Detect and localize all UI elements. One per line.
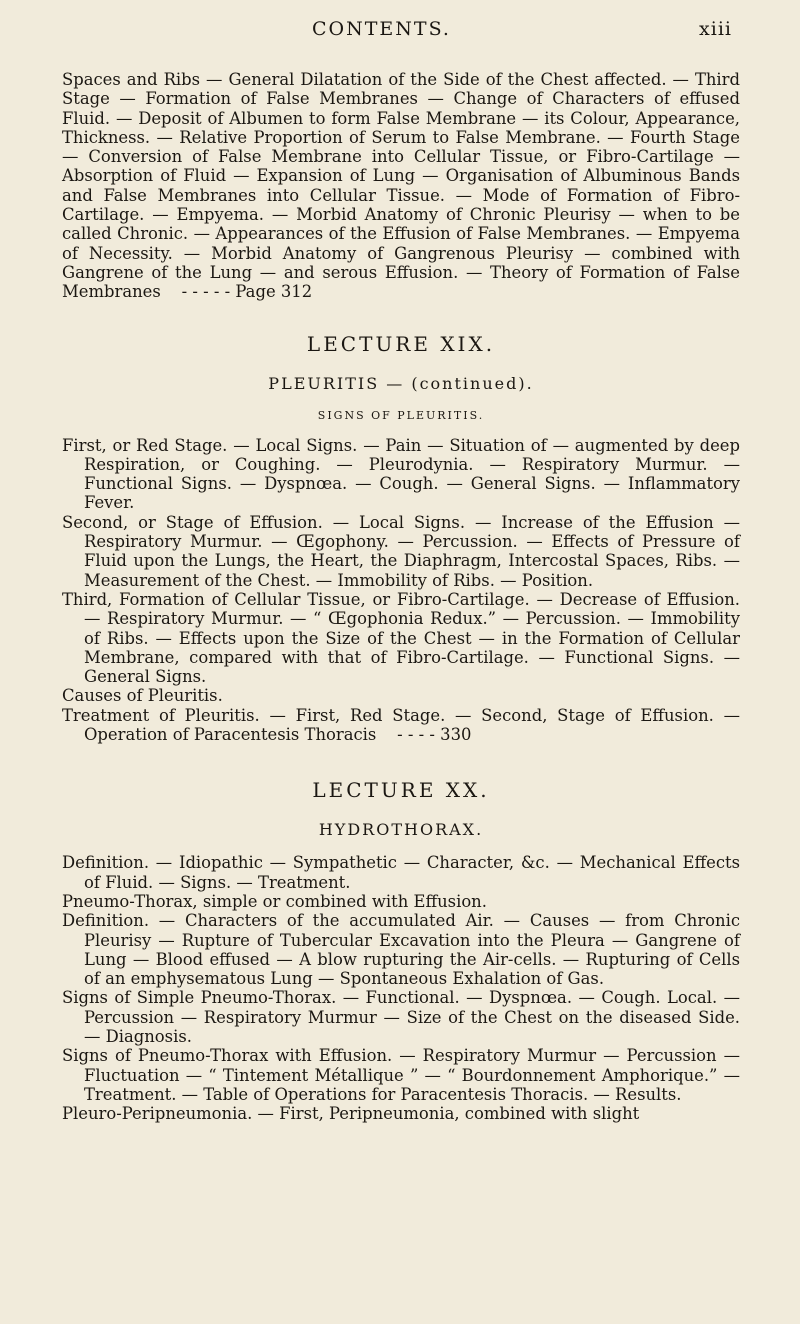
- entry: Causes of Pleuritis.: [62, 686, 223, 706]
- running-head-title: CONTENTS.: [312, 18, 451, 40]
- lecture-19-subsubject: SIGNS OF PLEURITIS.: [317, 408, 485, 422]
- entry: First, or Red Stage. — Local Signs. — Pain — Situation of — augmented by deep Respiration, or Coughing. — Pleurodynia. — Respiratory Murmur. — Functional Signs. — Dyspnœa. — Cough. — General Signs. — Inflammatory Fever.: [62, 435, 740, 513]
- entry: Signs of Simple Pneumo-Thorax. — Functional. — Dyspnœa. — Cough. Local. — Percussion — Respiratory Murmur — Size of the Chest on the diseased Side. — Diagnosis.: [62, 988, 740, 1046]
- page-number: xiii: [699, 18, 732, 40]
- entry-with-page-ref: [62, 706, 740, 745]
- entry-text: Treatment of Pleuritis. — First, Red Stage. — Second, Stage of Effusion. — Operation of Paracentesis Thoracis: [62, 705, 740, 745]
- entry: Pleuro-Peripneumonia. — First, Peripneumonia, combined with slight: [62, 1104, 640, 1124]
- lecture-19-subject: PLEURITIS — (continued).: [268, 373, 534, 393]
- intro-text: Spaces and Ribs — General Dilatation of the Side of the Chest affected. — Third Stage — Formation of False Membranes — Change of Characters of effused Fluid. — Deposit of Albumen to form False Membrane — its Colour, Appearance, Thickness. — Relative Proportion of Serum to False Membrane. — Fourth Stage — Conversion of False Membrane into Cellular Tissue, or Fibro-Cartilage — Absorption of Fluid — Expansion of Lung — Organisation of Albuminous Bands and False Membranes into Cellular Tissue. — Mode of Formation of Fibro-Cartilage. — Empyema. — Morbid Anatomy of Chronic Pleurisy — when to be called Chronic. — Appearances of the Effusion of False Membranes. — Empyema of Necessity. — Morbid Anatomy of Gangrenous Pleurisy — combined with Gangrene of the Lung — and serous Effusion. — Theory of Formation of False Membranes: [62, 70, 740, 302]
- lecture-20-heading: LECTURE XX.: [312, 778, 490, 803]
- entry: Second, or Stage of Effusion. — Local Signs. — Increase of the Effusion — Respiratory Murmur. — Œgophony. — Percussion. — Effects of Pressure of Fluid upon the Lungs, the Heart, the Diaphragm, Intercostal Spaces, Ribs. — Measurement of the Chest. — Immobility of Ribs. — Position.: [62, 512, 740, 590]
- intro-page-ref: - - - - - Page 312: [181, 282, 313, 302]
- intro-paragraph: [62, 70, 740, 302]
- lecture-20-section: [62, 778, 740, 1123]
- entry: Pneumo-Thorax, simple or combined with Effusion.: [62, 891, 487, 911]
- entry: Definition. — Idiopathic — Sympathetic — Character, &c. — Mechanical Effects of Fluid. — Signs. — Treatment.: [62, 853, 740, 892]
- entry: Definition. — Characters of the accumulated Air. — Causes — from Chronic Pleurisy — Rupture of Tubercular Excavation into the Pleura — Gangrene of Lung — Blood effused — A blow rupturing the Air-cells. — Rupturing of Cells of an emphysematous Lung — Spontaneous Exhalation of Gas.: [62, 911, 740, 989]
- running-head: [62, 0, 740, 48]
- entry: Third, Formation of Cellular Tissue, or Fibro-Cartilage. — Decrease of Effusion. — Respiratory Murmur. — “ Œgophonia Redux.” — Percussion. — Immobility of Ribs. — Effects upon the Size of the Chest — in the Formation of Cellular Membrane, compared with that of Fibro-Cartilage. — Functional Signs. — General Signs.: [62, 589, 740, 687]
- lecture-19-heading: LECTURE XIX.: [306, 331, 496, 356]
- lecture-19-page-ref: - - - - 330: [397, 725, 472, 745]
- lecture-20-subject: HYDROTHORAX.: [318, 820, 484, 840]
- lecture-19-section: [62, 332, 740, 745]
- entry: Signs of Pneumo-Thorax with Effusion. — Respiratory Murmur — Percussion — Fluctuation — “ Tintement Métallique ” — “ Bourdonnement Amphorique.” — Treatment. — Table of Operations for Paracentesis Thoracis. — Results.: [62, 1046, 740, 1104]
